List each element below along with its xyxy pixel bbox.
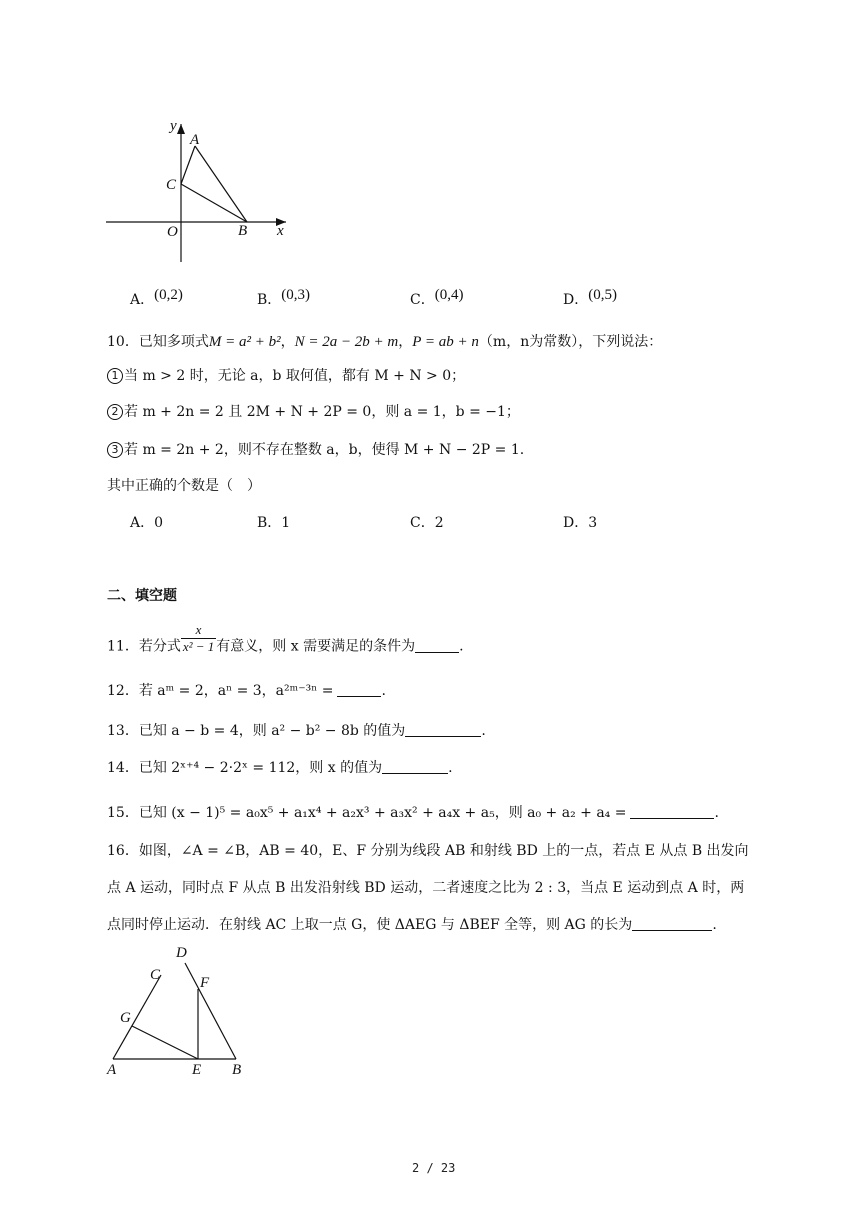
fig1-label-b: B (238, 223, 248, 239)
q16-line-2: 点 A 运动，同时点 F 从点 B 出发沿射线 BD 运动，二者速度之比为 2 : 3，当点 E 运动到点 A 时，两 (107, 880, 745, 896)
answer-blank[interactable] (382, 759, 448, 774)
fig2-label-f: F (200, 975, 210, 991)
q9-option-b[interactable]: B．(0,3) (257, 287, 311, 308)
fig2-label-d: D (176, 945, 187, 961)
q10-option-d[interactable]: D．3 (563, 515, 598, 531)
q10-option-c[interactable]: C．2 (410, 515, 444, 531)
q10-statement-2: 2 若 m + 2n = 2 且 2M + N + 2P = 0，则 a = 1，b = −1； (107, 401, 520, 421)
q16-line-3: 点同时停止运动．在射线 AC 上取一点 G，使 ΔAEG 与 ΔBEF 全等，则 AG 的长为 . (107, 917, 717, 933)
q9-option-d[interactable]: D．(0,5) (563, 287, 617, 308)
circled-number-3: 3 (107, 442, 123, 458)
fig1-label-o: O (167, 224, 178, 240)
answer-blank[interactable] (630, 804, 714, 819)
q10-option-b[interactable]: B．1 (257, 515, 291, 531)
q9-option-a[interactable]: A．(0,2) (130, 287, 183, 308)
fig2-label-e: E (192, 1062, 202, 1078)
circled-number-1: 1 (107, 368, 123, 384)
answer-blank[interactable] (405, 722, 481, 737)
q15: 15．已知 (x − 1)⁵ = a₀x⁵ + a₁x⁴ + a₂x³ + a₃x² + a₄x + a₅，则 a₀ + a₂ + a₄ = . (107, 805, 719, 821)
page-number: 2 / 23 (412, 1161, 456, 1175)
q12: 12．若 aᵐ = 2，aⁿ = 3，a²ᵐ⁻³ⁿ = . (107, 683, 386, 699)
circled-number-2: 2 (107, 404, 123, 420)
q10-stem: 10．已知多项式M = a² + b²，N = 2a − 2b + m，P = ab + n（m，n为常数），下列说法： (107, 334, 663, 350)
fig1-label-c: C (166, 177, 177, 193)
fig2-label-b: B (232, 1062, 242, 1078)
section-heading-fill-in: 二、填空题 (107, 588, 177, 604)
fig2-label-g: G (120, 1010, 131, 1026)
q13: 13．已知 a − b = 4，则 a² − b² − 8b 的值为 . (107, 723, 486, 739)
figure-coordinate-triangle (100, 112, 300, 272)
fig2-label-a: A (107, 1062, 117, 1078)
fig1-label-a: A (190, 132, 200, 148)
fig1-label-y: y (170, 118, 177, 134)
q9-option-c[interactable]: C．(0,4) (410, 287, 464, 308)
q10-statement-3: 3 若 m = 2n + 2，则不存在整数 a，b，使得 M + N − 2P = 1. (107, 439, 524, 459)
q10-option-a[interactable]: A．0 (130, 515, 164, 531)
fig1-label-x: x (277, 223, 284, 239)
fig2-label-c: C (150, 967, 161, 983)
q10-question: 其中正确的个数是（ ） (107, 478, 261, 494)
q16-line-1: 16．如图，∠A = ∠B，AB = 40，E、F 分别为线段 AB 和射线 BD 上的一点，若点 E 从点 B 出发向 (107, 843, 749, 859)
answer-blank[interactable] (337, 682, 381, 697)
fraction: $\frac{x}{\text{x² − 1}}$ (182, 622, 215, 654)
q10-statement-1: 1 当 m > 2 时，无论 a，b 取何值，都有 M + N > 0； (107, 365, 465, 385)
q14: 14．已知 2ˣ⁺⁴ − 2·2ˣ = 112，则 x 的值为 . (107, 760, 453, 776)
q11: 11．若分式 $\frac{x}{\text{x² − 1}}$ 有意义，则 x 需要满足的条件为 . (107, 622, 464, 655)
answer-blank[interactable] (632, 916, 712, 931)
answer-blank[interactable] (415, 638, 459, 653)
